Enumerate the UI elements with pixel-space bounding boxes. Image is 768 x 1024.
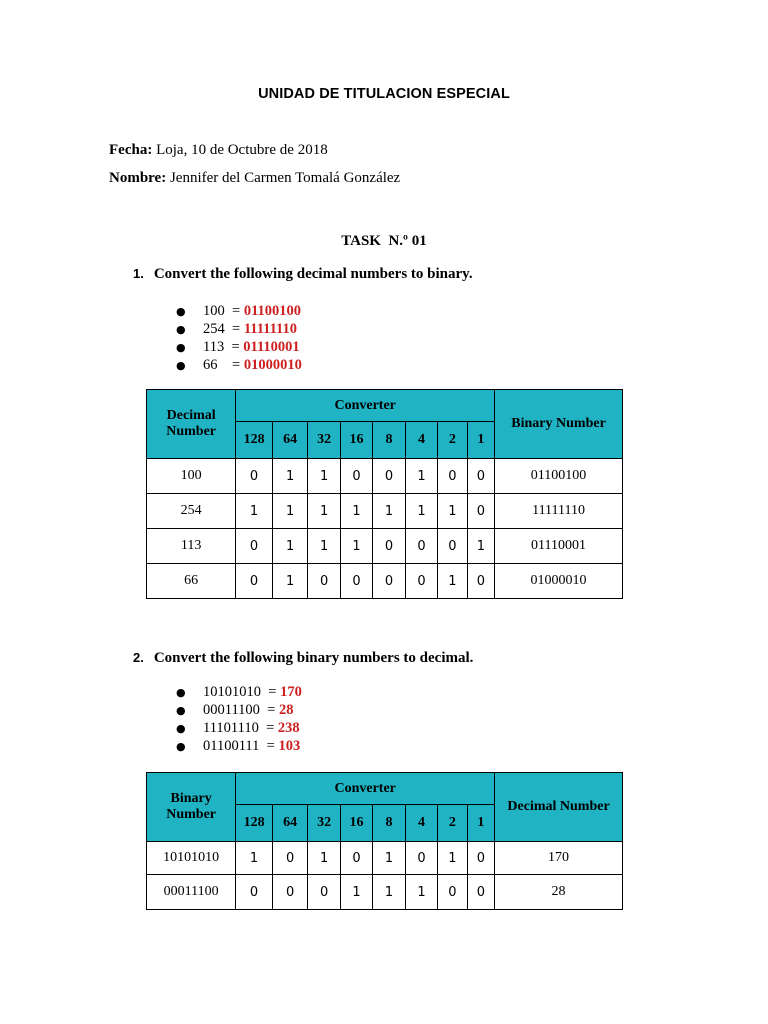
table-row (147, 459, 623, 494)
answer-value: 170 (280, 684, 302, 700)
table-cell: 1 (405, 494, 437, 529)
table-cell: 1 (272, 529, 308, 564)
name-value: Jennifer del Carmen Tomalá González (169, 170, 401, 186)
table-cell: 0 (438, 875, 467, 910)
question-value: 100 = (203, 303, 244, 319)
table-cell: 1 (438, 564, 467, 599)
bit-header: 8 (373, 422, 405, 459)
table-cell: 10101010 (147, 842, 236, 875)
header-decimal-number: Decimal Number (147, 390, 236, 459)
table-cell: 28 (495, 875, 623, 910)
table-row (147, 842, 623, 875)
table-cell: 1 (373, 494, 405, 529)
table-row (147, 529, 623, 564)
header-binary-number: Binary Number (495, 390, 623, 459)
bit-header: 32 (308, 805, 340, 842)
table-cell: 1 (308, 529, 340, 564)
answer-value: 01100100 (243, 303, 302, 319)
table-cell: 1 (272, 494, 308, 529)
answer-value: 238 (277, 720, 300, 736)
table-cell: 1 (236, 842, 273, 875)
table-cell: 0 (467, 842, 494, 875)
table-cell: 1 (308, 494, 340, 529)
list-item (176, 719, 302, 737)
table-cell: 1 (373, 875, 405, 910)
name-line (109, 170, 400, 187)
table-cell: 1 (438, 842, 467, 875)
q2-answer-list (176, 683, 302, 755)
table-cell: 170 (495, 842, 623, 875)
bit-header: 4 (405, 422, 437, 459)
table-cell: 0 (340, 564, 372, 599)
question-1 (133, 266, 473, 283)
bit-header: 1 (467, 805, 494, 842)
question-value: 11101110 = (203, 720, 278, 736)
task-heading: TASK N.º 01 (341, 233, 427, 249)
table-cell: 0 (236, 875, 273, 910)
bit-header: 16 (340, 805, 372, 842)
table-row (147, 564, 623, 599)
question-value: 01100111 = (203, 738, 279, 754)
table-row (147, 875, 623, 910)
answer-value: 01110001 (243, 339, 300, 355)
question-value: 254 = (203, 321, 244, 337)
bit-header: 32 (308, 422, 340, 459)
date-line (109, 142, 328, 159)
name-label: Nombre: (109, 170, 167, 186)
list-item (176, 356, 302, 374)
bit-header: 64 (272, 422, 308, 459)
table-cell: 0 (308, 564, 340, 599)
list-item (176, 683, 302, 701)
date-label: Fecha: (109, 142, 153, 158)
answer-value: 103 (278, 738, 301, 754)
table-cell: 1 (236, 494, 273, 529)
table-cell: 1 (340, 529, 372, 564)
list-item (176, 302, 302, 320)
table-cell: 1 (438, 494, 467, 529)
table-cell: 1 (405, 459, 437, 494)
table-cell: 1 (340, 875, 372, 910)
table-cell: 0 (373, 529, 405, 564)
question-value: 113 = (203, 339, 244, 355)
table-cell: 0 (467, 875, 494, 910)
header-decimal-number: Decimal Number (495, 773, 623, 842)
bullet-icon: ● (176, 323, 186, 336)
table-cell: 1 (272, 459, 308, 494)
bullet-icon: ● (176, 305, 186, 318)
table-cell: 254 (147, 494, 236, 529)
table-cell: 11111110 (495, 494, 623, 529)
q1-answer-list (176, 302, 302, 374)
table-cell: 100 (147, 459, 236, 494)
question-2-number: 2. (133, 650, 144, 665)
table-cell: 0 (272, 842, 308, 875)
question-value: 66 = (203, 357, 244, 373)
header-converter: Converter (236, 390, 495, 422)
question-2 (133, 650, 473, 667)
table-cell: 0 (308, 875, 340, 910)
bit-header: 16 (340, 422, 372, 459)
document-title: UNIDAD DE TITULACION ESPECIAL (258, 86, 510, 102)
bit-header: 1 (467, 422, 494, 459)
table-cell: 0 (373, 459, 405, 494)
bit-header: 128 (236, 805, 273, 842)
bullet-icon: ● (176, 341, 186, 354)
list-item (176, 737, 302, 755)
table-row (147, 494, 623, 529)
list-item (176, 338, 302, 356)
bullet-icon: ● (176, 704, 186, 717)
binary-to-decimal-table (146, 772, 623, 910)
answer-value: 01000010 (243, 357, 302, 373)
header-binary-number: Binary Number (147, 773, 236, 842)
table-cell: 0 (405, 529, 437, 564)
table-cell: 1 (340, 494, 372, 529)
table-cell: 0 (438, 459, 467, 494)
table-cell: 0 (467, 564, 494, 599)
table-cell: 0 (236, 564, 273, 599)
table-cell: 1 (467, 529, 494, 564)
bullet-icon: ● (176, 740, 186, 753)
table-cell: 0 (236, 529, 273, 564)
table-cell: 01000010 (495, 564, 623, 599)
answer-value: 11111110 (243, 321, 298, 337)
table-cell: 0 (236, 459, 273, 494)
table-cell: 1 (308, 459, 340, 494)
question-2-text: Convert the following binary numbers to decimal. (153, 650, 474, 666)
bit-header: 2 (438, 805, 467, 842)
bit-header: 8 (373, 805, 405, 842)
question-value: 10101010 = (203, 684, 281, 700)
table-cell: 1 (405, 875, 437, 910)
table-cell: 113 (147, 529, 236, 564)
question-1-text: Convert the following decimal numbers to binary. (153, 266, 473, 282)
table-cell: 0 (467, 494, 494, 529)
question-1-number: 1. (133, 266, 144, 281)
list-item (176, 320, 302, 338)
table-cell: 1 (373, 842, 405, 875)
table-cell: 00011100 (147, 875, 236, 910)
date-value: Loja, 10 de Octubre de 2018 (156, 142, 328, 158)
table-cell: 0 (340, 459, 372, 494)
header-converter: Converter (236, 773, 495, 805)
table-cell: 0 (272, 875, 308, 910)
decimal-to-binary-table (146, 389, 623, 599)
bit-header: 128 (236, 422, 273, 459)
table-cell: 0 (405, 564, 437, 599)
answer-value: 28 (278, 702, 294, 718)
table-cell: 0 (405, 842, 437, 875)
bullet-icon: ● (176, 722, 186, 735)
bit-header: 64 (272, 805, 308, 842)
bit-header: 2 (438, 422, 467, 459)
bullet-icon: ● (176, 686, 186, 699)
table-cell: 0 (438, 529, 467, 564)
table-cell: 0 (373, 564, 405, 599)
table-cell: 1 (272, 564, 308, 599)
table-cell: 01110001 (495, 529, 623, 564)
question-value: 00011100 = (203, 702, 279, 718)
list-item (176, 701, 302, 719)
table-cell: 66 (147, 564, 236, 599)
table-cell: 1 (308, 842, 340, 875)
table-cell: 0 (467, 459, 494, 494)
bullet-icon: ● (176, 359, 186, 372)
table-cell: 0 (340, 842, 372, 875)
table-cell: 01100100 (495, 459, 623, 494)
bit-header: 4 (405, 805, 437, 842)
